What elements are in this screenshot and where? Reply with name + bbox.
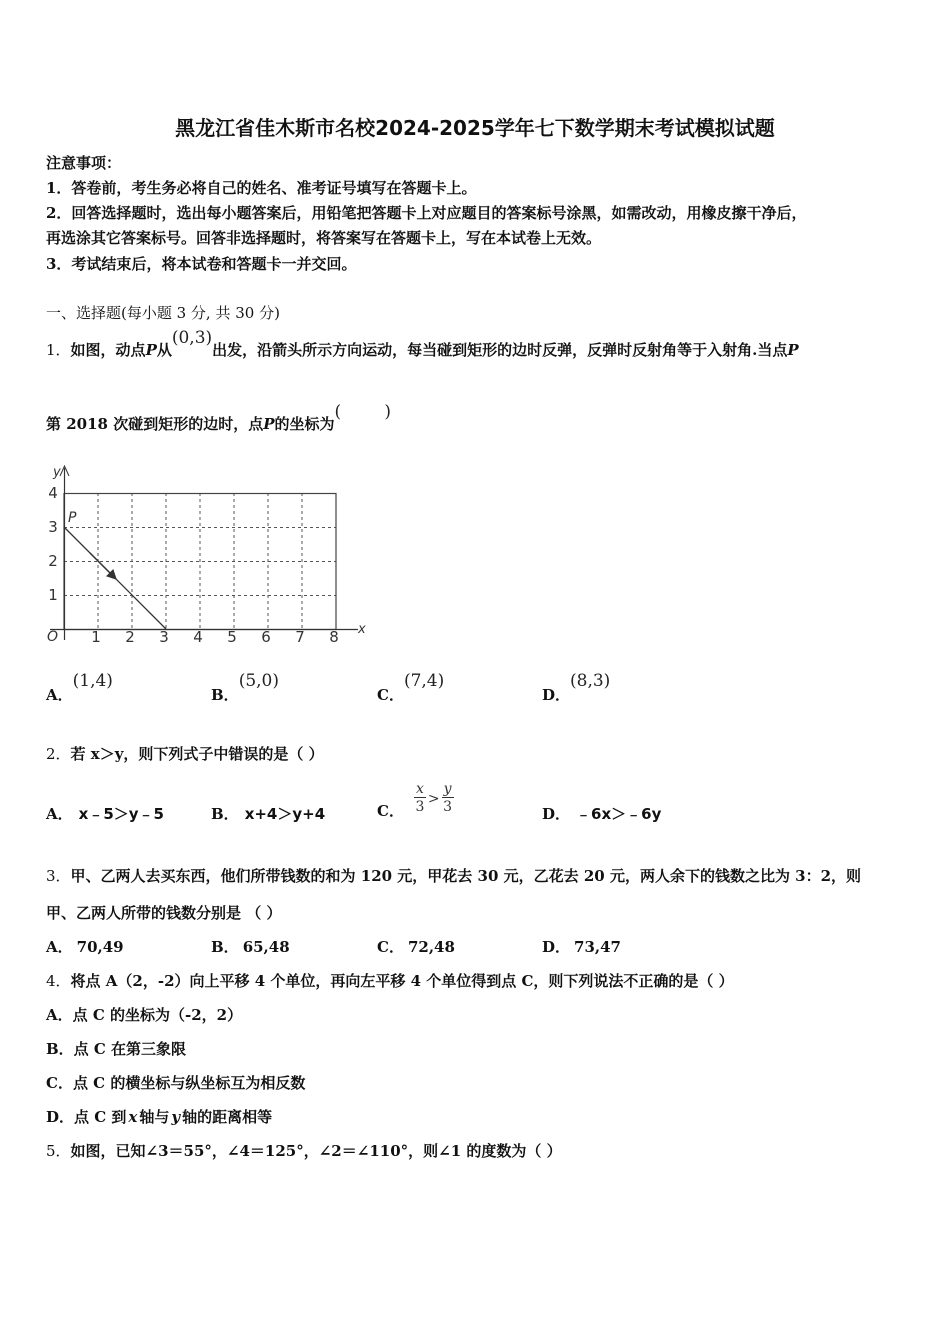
option-value: 65,48	[242, 938, 290, 956]
notice-item-1: 1．答卷前，考生务必将自己的姓名、准考证号填写在答题卡上。	[46, 179, 477, 197]
question-1-line-1	[46, 328, 799, 360]
option-label: D．	[542, 938, 571, 956]
q1-text-a: 如图，动点	[70, 341, 146, 359]
point-p: P	[263, 415, 275, 433]
question-number: 1．	[46, 341, 71, 359]
x-tick-label: 7	[295, 628, 305, 646]
y-variable: y	[171, 1108, 181, 1126]
x-tick-label: 5	[227, 628, 237, 646]
q5-text: 如图，已知∠3＝55°，∠4＝125°，∠2＝∠110°，则∠1 的度数为（ ）	[70, 1142, 562, 1160]
option-label: B．	[211, 938, 239, 956]
notice-item-2a: 2．回答选择题时，选出每小题答案后，用铅笔把答题卡上对应题目的答案标号涂黑，如需改动，用橡皮擦干净后，	[46, 204, 807, 222]
q1-text-b: 从	[156, 341, 172, 359]
option-value: (8,3)	[570, 671, 611, 691]
option-label: B．	[211, 805, 239, 823]
y-tick-label: 1	[48, 586, 58, 604]
option-value: ﹣6x＞﹣6y	[576, 805, 662, 823]
q2-option-d[interactable]	[542, 803, 661, 824]
q4-option-d-text-a: D．点 C 到	[46, 1108, 127, 1126]
x-tick-labels	[91, 628, 339, 646]
q4-option-d-text-c: 轴的距离相等	[182, 1108, 273, 1126]
q1-option-d[interactable]	[542, 670, 611, 704]
question-number: 3．	[46, 867, 71, 885]
point-p: P	[145, 341, 157, 359]
q3-option-c[interactable]	[377, 936, 455, 957]
q3-option-a[interactable]	[46, 936, 124, 957]
option-label: A．	[46, 938, 73, 956]
q4-option-b[interactable]: B．点 C 在第三象限	[46, 1040, 187, 1058]
q4-option-a[interactable]: A．点 C 的坐标为（-2，2）	[46, 1006, 243, 1024]
question-2	[46, 743, 324, 764]
option-value: (7,4)	[403, 671, 445, 691]
answer-paren: ( )	[334, 402, 391, 422]
q2-option-a[interactable]	[46, 803, 164, 824]
x-tick-label: 1	[91, 628, 101, 646]
y-tick-labels	[48, 484, 58, 604]
option-value: x﹣5＞y﹣5	[78, 805, 164, 823]
section-heading: 一、选择题(每小题 3 分, 共 30 分)	[46, 304, 280, 322]
q1-text-c: 出发，沿箭头所示方向运动，每当碰到矩形的边时反弹，反弹时反射角等于入射角.当点	[212, 341, 788, 359]
x-variable: x	[128, 1108, 138, 1126]
fraction-numerator: y	[443, 781, 452, 797]
x-tick-label: 8	[329, 628, 339, 646]
q2-text: 若 x＞y，则下列式子中错误的是（ ）	[70, 745, 324, 763]
q2-option-b[interactable]	[211, 803, 325, 824]
option-value: x+4＞y+4	[244, 805, 326, 823]
q3-option-b[interactable]	[211, 936, 290, 957]
q3-text-a: 甲、乙两人去买东西，他们所带钱数的和为 120 元，甲花去 30 元，乙花去 20 元，两人余下的钱数之比为 3：2，则	[70, 867, 862, 885]
option-label: C．	[377, 802, 404, 820]
q1-line2-a: 第 2018 次碰到矩形的边时，点	[46, 415, 264, 433]
option-value: (5,0)	[238, 671, 279, 691]
q4-text: 将点 A（2，-2）向上平移 4 个单位，再向左平移 4 个单位得到点 C，则下列说法不正确的是（ ）	[70, 972, 734, 990]
option-label: D．	[542, 686, 571, 704]
notice-item-2b: 再选涂其它答案标号。回答非选择题时，将答案写在答题卡上，写在本试卷上无效。	[46, 229, 602, 247]
q3-option-d[interactable]	[542, 936, 621, 957]
option-value: 70,49	[76, 938, 124, 956]
q4-option-d-text-b: 轴与	[139, 1108, 170, 1126]
question-3-line-2: 甲、乙两人所带的钱数分别是 （ ）	[46, 904, 282, 922]
q1-option-c[interactable]	[377, 670, 445, 704]
option-label: C．	[377, 938, 404, 956]
q1-line2-b: 的坐标为	[274, 415, 335, 433]
x-tick-label: 4	[193, 628, 203, 646]
option-value: 73,47	[574, 938, 621, 956]
greater-than-sign: >	[427, 790, 440, 807]
q4-option-c[interactable]: C．点 C 的横坐标与纵坐标互为相反数	[46, 1074, 306, 1092]
origin-label: O	[47, 629, 59, 645]
coordinate-graph	[40, 458, 380, 653]
y-tick-label: 2	[48, 552, 58, 570]
q1-option-a[interactable]	[46, 670, 113, 704]
fraction-numerator: x	[415, 781, 424, 797]
option-value: (1,4)	[72, 671, 113, 691]
point-p: P	[787, 341, 799, 359]
q4-option-d[interactable]	[46, 1106, 272, 1127]
fraction-y-over-3	[442, 781, 454, 816]
q2-option-c[interactable]	[377, 781, 454, 820]
x-tick-label: 3	[159, 628, 169, 646]
notice-item-3: 3．考试结束后，将本试卷和答题卡一并交回。	[46, 255, 357, 273]
x-axis-label: x	[358, 622, 366, 637]
option-label: A．	[46, 805, 73, 823]
option-label: C．	[377, 686, 404, 704]
q1-option-b[interactable]	[211, 670, 279, 704]
question-number: 4．	[46, 972, 71, 990]
option-label: A．	[46, 686, 73, 704]
option-label: B．	[211, 686, 239, 704]
option-label: D．	[542, 805, 571, 823]
page-title: 黑龙江省佳木斯市名校2024-2025学年七下数学期末考试模拟试题	[175, 116, 775, 140]
notice-heading: 注意事项：	[46, 154, 122, 172]
y-tick-label: 4	[48, 484, 58, 502]
y-tick-label: 3	[48, 518, 58, 536]
point-p-label: P	[68, 510, 77, 526]
x-tick-label: 2	[125, 628, 135, 646]
question-4	[46, 970, 734, 991]
grid-lines	[64, 493, 336, 629]
fraction-denominator: 3	[443, 799, 453, 815]
question-1-line-2	[46, 402, 391, 434]
fraction-denominator: 3	[415, 799, 425, 815]
y-axis-label: y	[53, 465, 61, 480]
direction-arrow	[90, 553, 116, 579]
question-number: 2．	[46, 745, 71, 763]
question-number: 5．	[46, 1142, 71, 1160]
option-value: 72,48	[407, 938, 455, 956]
question-5	[46, 1140, 562, 1161]
fraction-x-over-3	[414, 781, 426, 816]
question-3-line-1	[46, 865, 861, 886]
start-coordinate: (0,3)	[171, 328, 213, 348]
x-tick-label: 6	[261, 628, 271, 646]
